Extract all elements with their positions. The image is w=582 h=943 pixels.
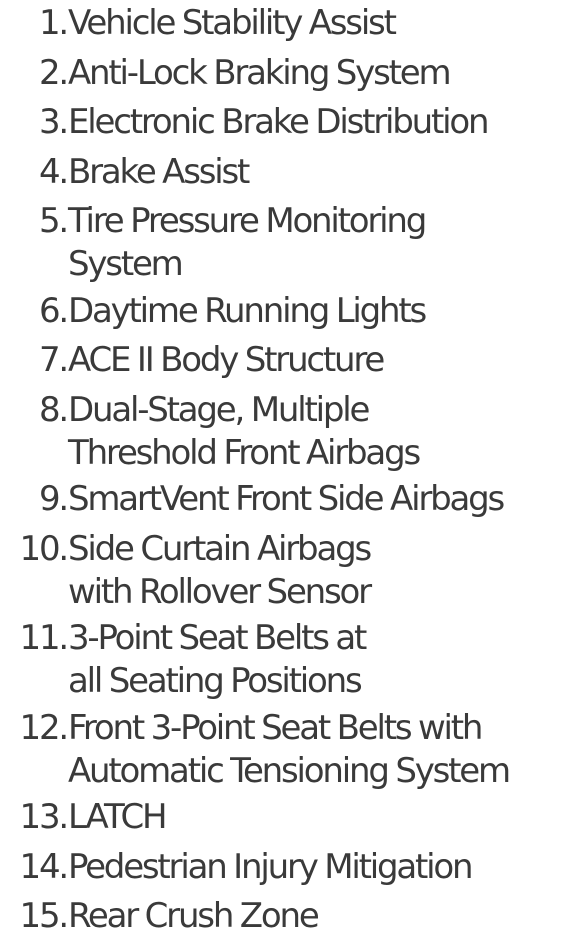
feature-label — [68, 99, 582, 145]
feature-item-15 — [0, 893, 582, 939]
feature-item-1 — [0, 0, 582, 46]
feature-item-14 — [0, 844, 582, 890]
feature-item-9 — [0, 476, 582, 522]
feature-label — [68, 288, 582, 334]
feature-number: 2. — [38, 52, 67, 93]
feature-label — [68, 387, 582, 473]
feature-line: ACE II Body Structure — [68, 340, 384, 380]
feature-number: 1. — [38, 3, 67, 43]
feature-number: 14. — [19, 846, 67, 887]
feature-line: Pedestrian Injury Mitigation — [68, 846, 472, 887]
feature-number: 11. — [19, 618, 67, 658]
feature-item-6 — [0, 288, 582, 334]
feature-label — [68, 794, 582, 840]
feature-item-7 — [0, 337, 582, 383]
feature-number: 6. — [38, 290, 67, 331]
feature-number: 4. — [38, 151, 67, 192]
feature-label — [68, 844, 582, 890]
feature-number: 10. — [19, 528, 67, 569]
feature-label — [68, 476, 582, 522]
feature-line: Rear Crush Zone — [68, 896, 318, 936]
feature-number: 12. — [19, 707, 67, 748]
feature-number: 9. — [38, 479, 67, 519]
feature-line: Electronic Brake Distribution — [68, 102, 488, 142]
feature-item-2 — [0, 50, 582, 96]
feature-label — [68, 50, 582, 96]
feature-line: Threshold Front Airbags — [68, 432, 419, 473]
feature-line: Dual-Stage, Multiple — [68, 389, 369, 430]
feature-item-13 — [0, 794, 582, 840]
feature-line: Vehicle Stability Assist — [68, 3, 395, 43]
feature-label — [68, 705, 582, 791]
feature-number: 15. — [19, 896, 67, 936]
feature-line: Tire Pressure Monitoring — [68, 201, 426, 241]
feature-item-5 — [0, 198, 582, 284]
feature-line: with Rollover Sensor — [68, 571, 370, 612]
feature-label — [68, 0, 582, 46]
feature-number: 13. — [19, 797, 67, 837]
feature-label — [68, 893, 582, 939]
feature-label — [68, 149, 582, 195]
feature-line: Automatic Tensioning System — [68, 750, 509, 791]
feature-line: System — [68, 244, 182, 284]
feature-line: Daytime Running Lights — [68, 290, 426, 331]
feature-line: Anti-Lock Braking System — [68, 52, 450, 93]
feature-label — [68, 337, 582, 383]
feature-item-11 — [0, 615, 582, 701]
feature-number: 5. — [38, 201, 67, 241]
feature-number: 7. — [38, 340, 67, 380]
feature-line: Side Curtain Airbags — [68, 528, 370, 569]
feature-line: all Seating Positions — [68, 661, 361, 701]
feature-label — [68, 526, 582, 612]
feature-item-4 — [0, 149, 582, 195]
feature-line: 3-Point Seat Belts at — [68, 618, 366, 658]
feature-line: Front 3-Point Seat Belts with — [68, 707, 482, 748]
feature-number: 3. — [38, 102, 67, 142]
feature-line: SmartVent Front Side Airbags — [68, 479, 504, 519]
feature-item-8 — [0, 387, 582, 473]
feature-label — [68, 615, 582, 701]
feature-line: LATCH — [68, 797, 166, 837]
feature-item-12 — [0, 705, 582, 791]
feature-number: 8. — [38, 389, 67, 430]
feature-line: Brake Assist — [68, 151, 249, 192]
feature-item-10 — [0, 526, 582, 612]
feature-label — [68, 198, 582, 284]
feature-item-3 — [0, 99, 582, 145]
